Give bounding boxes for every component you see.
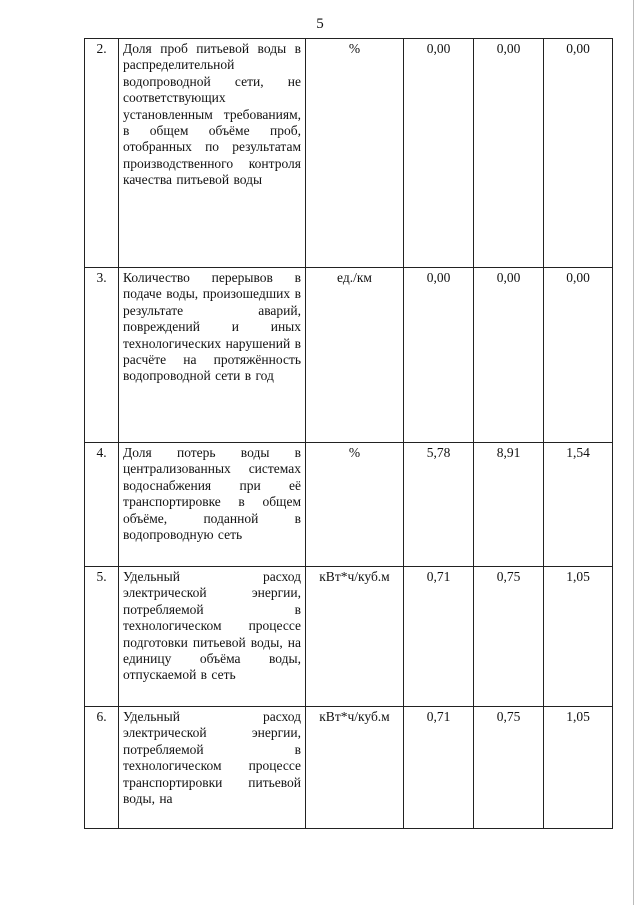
indicator-description: Удельный расход электрической энергии, потребляемой в технологическом процессе транспортировки питьевой воды, на (119, 707, 306, 829)
value-cell-2: 0,00 (474, 39, 544, 268)
row-number: 5. (85, 567, 119, 707)
indicator-description: Удельный расход электрической энергии, потребляемой в технологическом процессе подготовки питьевой воды, на единицу объёма воды, отпускаемой в сеть (119, 567, 306, 707)
unit-cell: кВт*ч/куб.м (306, 707, 404, 829)
page-number: 5 (316, 16, 324, 32)
table-row (85, 567, 613, 707)
value-cell-3: 1,05 (544, 707, 613, 829)
row-number: 3. (85, 268, 119, 443)
row-number: 2. (85, 39, 119, 268)
table-row (85, 443, 613, 567)
value-cell-2: 8,91 (474, 443, 544, 567)
value-cell-1: 0,71 (404, 567, 474, 707)
value-cell-2: 0,00 (474, 268, 544, 443)
unit-cell: % (306, 443, 404, 567)
indicator-description: Доля проб питьевой воды в распределительной водопроводной сети, не соответствующих установленным требованиям, в общем объёме проб, отобранных по результатам производственного контроля качества питьевой воды (119, 39, 306, 268)
row-number: 4. (85, 443, 119, 567)
value-cell-3: 1,54 (544, 443, 613, 567)
unit-cell: кВт*ч/куб.м (306, 567, 404, 707)
value-cell-2: 0,75 (474, 707, 544, 829)
table-row (85, 39, 613, 268)
value-cell-3: 1,05 (544, 567, 613, 707)
value-cell-1: 0,00 (404, 268, 474, 443)
table-row (85, 707, 613, 829)
row-number: 6. (85, 707, 119, 829)
unit-cell: % (306, 39, 404, 268)
table-row (85, 268, 613, 443)
value-cell-3: 0,00 (544, 39, 613, 268)
value-cell-3: 0,00 (544, 268, 613, 443)
scan-edge-line (633, 0, 634, 905)
value-cell-1: 5,78 (404, 443, 474, 567)
value-cell-1: 0,00 (404, 39, 474, 268)
value-cell-1: 0,71 (404, 707, 474, 829)
indicators-table (84, 38, 613, 829)
value-cell-2: 0,75 (474, 567, 544, 707)
unit-cell: ед./км (306, 268, 404, 443)
indicator-description: Доля потерь воды в централизованных системах водоснабжения при её транспортировке в общем объёме, поданной в водопроводную сеть (119, 443, 306, 567)
indicator-description: Количество перерывов в подаче воды, произошедших в результате аварий, повреждений и иных технологических нарушений в расчёте на протяжённость водопроводной сети в год (119, 268, 306, 443)
